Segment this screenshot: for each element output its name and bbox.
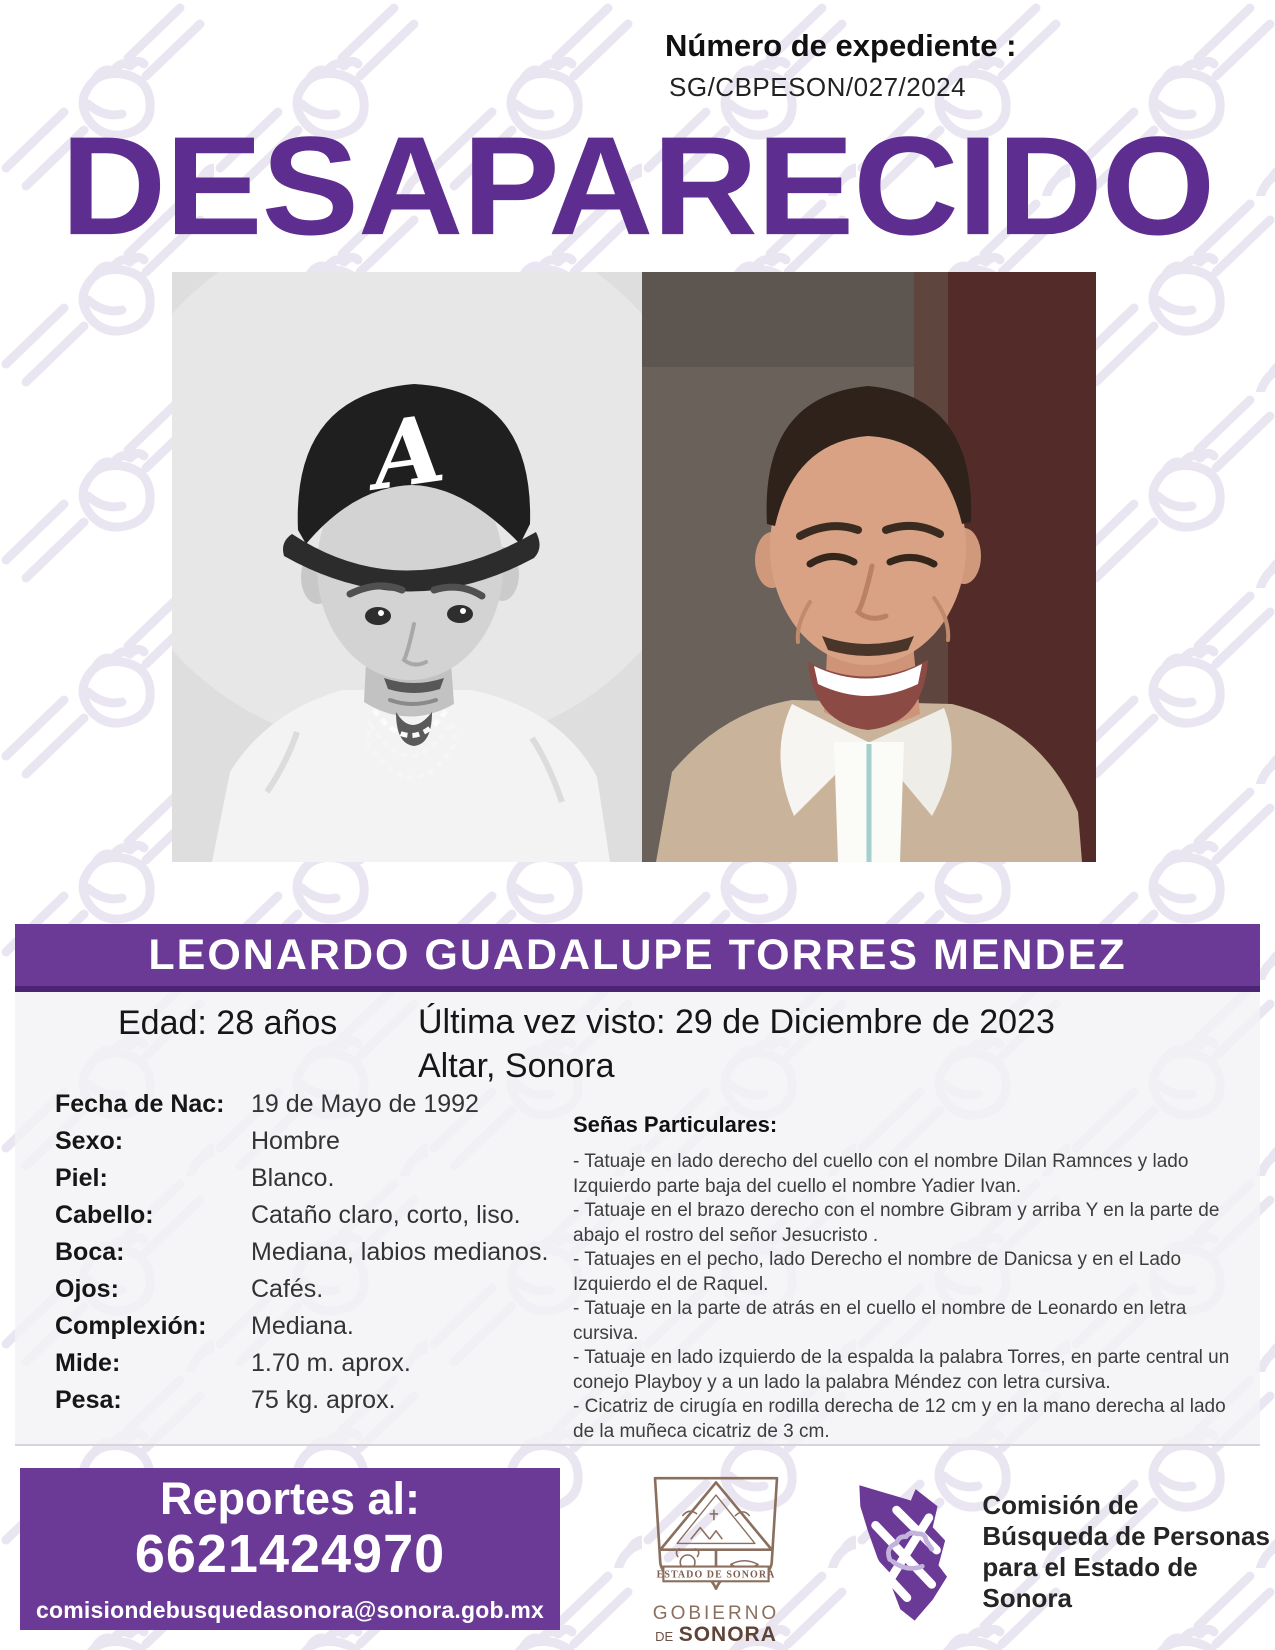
detail-label: Mide: <box>55 1349 121 1377</box>
case-number-label: Número de expediente : <box>665 28 1017 63</box>
detail-row <box>55 1090 548 1127</box>
photo-right-color <box>642 272 1096 862</box>
gov-line2-sonora: SONORA <box>678 1623 777 1646</box>
page-title: DESAPARECIDO <box>60 107 1215 264</box>
distinguishing-marks <box>573 1112 1249 1444</box>
commission-line1: Comisión de <box>982 1490 1139 1520</box>
distinguishing-marks-title: Señas Particulares: <box>573 1112 778 1137</box>
commission-line3: para el Estado de Sonora <box>982 1552 1198 1613</box>
mark-item: - Tatuajes en el pecho, lado Derecho el nombre de Danicsa y en el Lado Izquierdo el de Raquel. <box>573 1249 1182 1295</box>
detail-row <box>55 1238 548 1275</box>
mark-item: - Tatuaje en lado derecho del cuello con el nombre Dilan Ramnces y lado Izquierdo parte baja del cuello el nombre Yadier Ivan. <box>573 1151 1189 1197</box>
photo-strip <box>172 272 1096 862</box>
last-seen-text <box>418 1000 1055 1088</box>
detail-value: Cafés. <box>251 1275 324 1303</box>
reports-email: comisiondebusquedasonora@sonora.gob.mx <box>36 1597 544 1624</box>
case-number-value: SG/CBPESON/027/2024 <box>669 72 967 102</box>
info-box <box>15 992 1260 1446</box>
shield-caption: ESTADO DE SONORA <box>656 1569 776 1581</box>
detail-row <box>55 1312 548 1349</box>
reports-label: Reportes al: <box>159 1472 421 1524</box>
detail-label: Ojos: <box>55 1275 119 1303</box>
gov-line1: GOBIERNO <box>652 1603 780 1624</box>
detail-row <box>55 1275 548 1312</box>
detail-row <box>55 1386 548 1423</box>
sonora-map-hands-icon <box>846 1472 960 1632</box>
mark-item: - Tatuaje en la parte de atrás en el cuello el nombre de Leonardo en letra cursiva. <box>573 1298 1187 1344</box>
detail-label: Piel: <box>55 1164 108 1192</box>
name-banner <box>15 924 1260 992</box>
detail-row <box>55 1349 548 1386</box>
detail-row <box>55 1201 548 1238</box>
detail-label: Fecha de Nac: <box>55 1090 225 1118</box>
details-list <box>55 1090 548 1423</box>
reports-phone: 6621424970 <box>134 1524 446 1585</box>
detail-row <box>55 1127 548 1164</box>
detail-label: Complexión: <box>55 1312 207 1340</box>
person-name: LEONARDO GUADALUPE TORRES MENDEZ <box>148 930 1127 979</box>
detail-value: 75 kg. aprox. <box>251 1386 396 1414</box>
search-commission-logo <box>846 1472 1275 1632</box>
detail-value: 1.70 m. aprox. <box>251 1349 411 1377</box>
cap-letter: A <box>364 394 451 512</box>
detail-row <box>55 1164 548 1201</box>
detail-label: Pesa: <box>55 1386 122 1414</box>
mark-item: - Tatuaje en lado izquierdo de la espalda la palabra Torres, en parte central un conejo Playboy y a un lado la palabra Méndez con letra cursiva. <box>573 1347 1230 1393</box>
mark-item: - Tatuaje en el brazo derecho con el nombre Gibram y arriba Y en la parte de abajo el rostro del señor Jesucristo . <box>573 1200 1220 1246</box>
detail-value: Cataño claro, corto, liso. <box>251 1201 521 1229</box>
detail-value: Hombre <box>251 1127 340 1155</box>
mark-item: - Cicatriz de cirugía en rodilla derecha de 12 cm y en la mano derecha al lado de la muñeca cicatriz de 3 cm. <box>573 1396 1226 1442</box>
sonora-government-logo <box>636 1474 796 1650</box>
gov-line2 <box>636 1623 796 1647</box>
commission-name <box>982 1490 1275 1614</box>
detail-value: Mediana. <box>251 1312 354 1340</box>
age-text: Edad: 28 años <box>118 1004 338 1042</box>
last-seen-line1: Última vez visto: 29 de Diciembre de 2023 <box>418 1003 1055 1041</box>
sonora-coat-of-arms-icon <box>641 1474 791 1596</box>
reports-box <box>20 1468 560 1630</box>
case-number-block <box>665 28 1016 103</box>
commission-line2: Búsqueda de Personas <box>982 1521 1270 1551</box>
gov-line2-de: DE <box>655 1629 674 1644</box>
detail-label: Cabello: <box>55 1201 154 1229</box>
last-seen-line2: Altar, Sonora <box>418 1047 615 1085</box>
photo-left-bw <box>172 272 642 862</box>
detail-value: 19 de Mayo de 1992 <box>251 1090 479 1118</box>
detail-value: Mediana, labios medianos. <box>251 1238 549 1266</box>
detail-label: Sexo: <box>55 1127 124 1155</box>
detail-value: Blanco. <box>251 1164 335 1192</box>
detail-label: Boca: <box>55 1238 125 1266</box>
